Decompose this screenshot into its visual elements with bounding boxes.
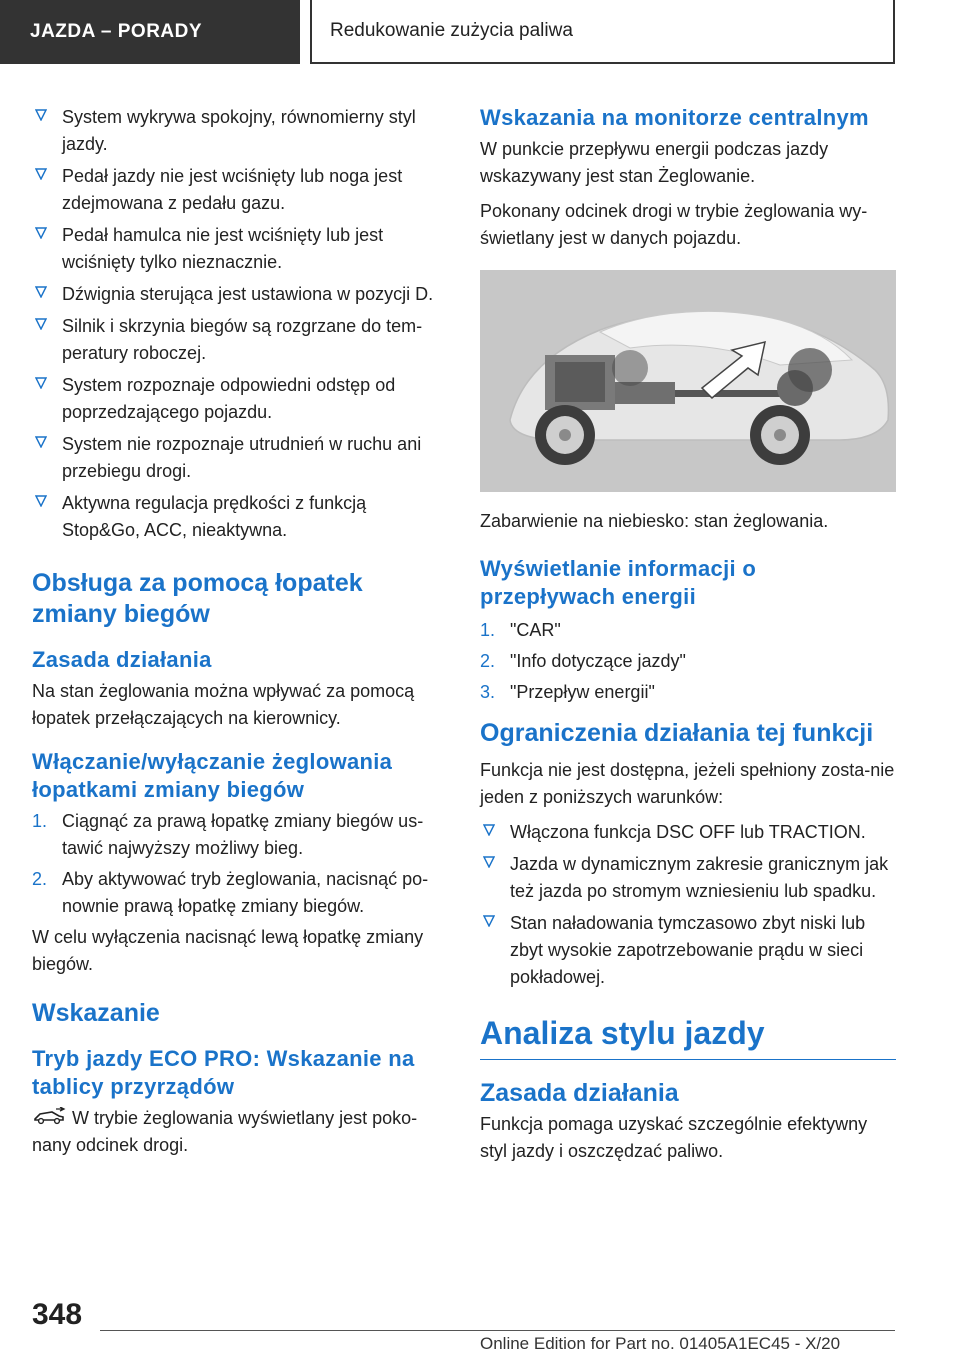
list-item: 3. "Przepływ energii": [480, 682, 655, 702]
list-item: Włączona funkcja DSC OFF lub TRACTION.: [480, 819, 896, 846]
list-item: System wykrywa spokojny, równomierny styl jazdy.: [32, 104, 444, 158]
heading-limitations: Ograniczenia działania tej funkcji: [480, 719, 874, 747]
list-item: 1. Ciągnąć za prawą łopatkę zmiany biegów us‐tawić najwyższy możliwy bieg.: [32, 811, 424, 858]
list-item: Pedał hamulca nie jest wciśnięty lub jest wciśnięty tylko nieznacznie.: [32, 222, 444, 276]
footer-divider: [100, 1330, 895, 1331]
header-title-label: Redukowanie zużycia paliwa: [330, 20, 573, 41]
bullet-triangle-icon: [35, 318, 47, 330]
heading-display: Wskazanie: [32, 999, 160, 1027]
header-title-tab: [310, 0, 895, 64]
car-coasting-icon: [32, 1107, 66, 1127]
heading-energy-flow: Wyświetlanie informacji o przepływach energii: [480, 556, 757, 609]
footer-edition: Online Edition for Part no. 01405A1EC45 - X/20: [480, 1334, 841, 1353]
vehicle-drivetrain-illustration: [480, 270, 896, 492]
conditions-list: [32, 104, 444, 544]
heading-driving-style-analysis: Analiza stylu jazdy: [480, 1013, 896, 1060]
heading-toggle-coasting: Włączanie/wyłączanie żeglowania łopatkami zmiany biegów: [32, 749, 393, 802]
limitations-text: Funkcja nie jest dostępna, jeżeli spełniony zosta‐nie jeden z poniższych warunków:: [480, 760, 895, 807]
left-column: [32, 104, 444, 1167]
figure-caption: Zabarwienie na niebiesko: stan żeglowania.: [480, 511, 829, 531]
heading-central-monitor: Wskazania na monitorze centralnym: [480, 105, 869, 130]
heading-principle-2: Zasada działania: [480, 1079, 679, 1107]
list-item: 1. "CAR": [480, 620, 561, 640]
principle-2-text: Funkcja pomaga uzyskać szczególnie efektywny styl jazdy i oszczędzać paliwo.: [480, 1114, 868, 1161]
bullet-triangle-icon: [35, 227, 47, 239]
list-item: Stan naładowania tymczasowo zbyt niski lub zbyt wysokie zapotrzebowanie prądu w sieci pokładowej.: [480, 910, 896, 991]
car-cutaway-image: [480, 270, 896, 492]
list-item: System nie rozpoznaje utrudnień w ruchu ani przebiegu drogi.: [32, 431, 444, 485]
bullet-triangle-icon: [35, 495, 47, 507]
toggle-steps-list: [32, 808, 444, 920]
header-section-tab: [0, 0, 300, 64]
list-item: 2. "Info dotyczące jazdy": [480, 651, 686, 671]
list-item: Silnik i skrzynia biegów są rozgrzane do tem‐peratury roboczej.: [32, 313, 444, 367]
monitor-text-2: Pokonany odcinek drogi w trybie żeglowania wy‐świetlany jest w danych pojazdu.: [480, 201, 868, 248]
heading-paddle-operation: Obsługa za pomocą łopatek zmiany biegów: [32, 569, 363, 628]
bullet-triangle-icon: [35, 168, 47, 180]
monitor-text-1: W punkcie przepływu energii podczas jazdy wskazywany jest stan Żeglowanie.: [480, 139, 829, 186]
principle-text: Na stan żeglowania można wpływać za pomocą łopatek przełączających na kierownicy.: [32, 681, 415, 728]
list-item: Dźwignia sterująca jest ustawiona w pozycji D.: [32, 281, 444, 308]
list-item: Jazda w dynamicznym zakresie granicznym jak też jazda po stromym wzniesieniu lub spadku.: [480, 851, 896, 905]
list-item: System rozpoznaje odpowiedni odstęp od poprzedzającego pojazdu.: [32, 372, 444, 426]
bullet-triangle-icon: [35, 286, 47, 298]
energy-flow-steps: [480, 617, 896, 706]
deactivate-text: W celu wyłączenia nacisnąć lewą łopatkę zmiany biegów.: [32, 927, 424, 974]
bullet-triangle-icon: [483, 856, 495, 868]
list-item: Aktywna regulacja prędkości z funkcją Stop&Go, ACC, nieaktywna.: [32, 490, 444, 544]
limitations-list: [480, 819, 896, 991]
bullet-triangle-icon: [35, 436, 47, 448]
heading-principle: Zasada działania: [32, 647, 212, 672]
page-number: 348: [32, 1298, 83, 1331]
list-item: Pedał jazdy nie jest wciśnięty lub noga jest zdejmowana z pedału gazu.: [32, 163, 444, 217]
heading-eco-pro: Tryb jazdy ECO PRO: Wskazanie na tablicy przyrządów: [32, 1046, 415, 1099]
eco-text: W trybie żeglowania wyświetlany jest poko‐nany odcinek drogi.: [32, 1108, 418, 1155]
bullet-triangle-icon: [35, 377, 47, 389]
bullet-triangle-icon: [483, 824, 495, 836]
header-section-label: JAZDA – PORADY: [30, 21, 203, 42]
right-column: [480, 104, 896, 1173]
bullet-triangle-icon: [483, 915, 495, 927]
list-item: 2. Aby aktywować tryb żeglowania, nacisnąć po‐nownie prawą łopatkę zmiany biegów.: [32, 869, 429, 916]
bullet-triangle-icon: [35, 109, 47, 121]
